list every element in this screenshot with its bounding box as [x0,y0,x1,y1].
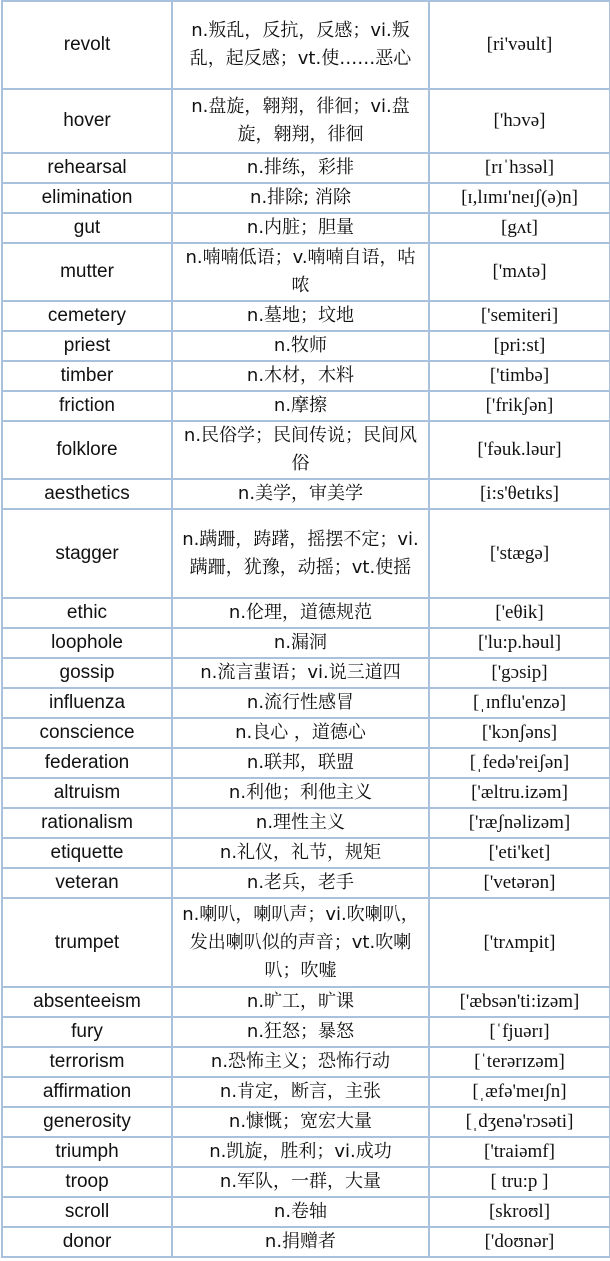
meaning-cell: n.墓地；坟地 [172,301,429,331]
meaning-cell: n.蹒跚，踌躇，摇摆不定；vi.蹒跚，犹豫，动摇；vt.使摇 [172,509,429,598]
phonetic-cell: ['ræʃnəlizəm] [429,808,610,838]
phonetic-cell: [ˌɪnflu'enzə] [429,688,610,718]
table-row [2,658,610,688]
table-row [2,479,610,509]
meaning-cell: n.排练，彩排 [172,153,429,183]
phonetic-cell: [gʌt] [429,213,610,243]
phonetic-cell: [ˌdʒenə'rɔsəti] [429,1107,610,1137]
word-cell: stagger [2,509,172,598]
table-row [2,688,610,718]
meaning-cell: n.喇叭，喇叭声；vi.吹喇叭，发出喇叭似的声音；vt.吹喇叭；吹嘘 [172,898,429,987]
word-cell: gut [2,213,172,243]
phonetic-cell: [ɪ,lɪmɪ'neɪʃ(ə)n] [429,183,610,213]
table-row [2,301,610,331]
phonetic-cell: ['semiteri] [429,301,610,331]
meaning-cell: n.旷工，旷课 [172,987,429,1017]
word-cell: conscience [2,718,172,748]
table-row [2,808,610,838]
phonetic-cell: [ri'vəult] [429,1,610,89]
meaning-cell: n.利他；利他主义 [172,778,429,808]
word-cell: scroll [2,1197,172,1227]
table-row [2,331,610,361]
word-cell: mutter [2,243,172,301]
word-cell: terrorism [2,1047,172,1077]
meaning-cell: n.良心 ，道德心 [172,718,429,748]
meaning-cell: n.漏洞 [172,628,429,658]
table-row [2,243,610,301]
meaning-cell: n.流言蜚语；vi.说三道四 [172,658,429,688]
phonetic-cell: [ˈfjuərɪ] [429,1017,610,1047]
phonetic-cell: [ˌæfə'meɪʃn] [429,1077,610,1107]
phonetic-cell: [pri:st] [429,331,610,361]
table-row [2,153,610,183]
table-row [2,1227,610,1257]
vocabulary-table [1,0,610,1258]
meaning-cell: n.理性主义 [172,808,429,838]
table-row [2,1137,610,1167]
word-cell: elimination [2,183,172,213]
table-row [2,509,610,598]
meaning-cell: n.恐怖主义；恐怖行动 [172,1047,429,1077]
phonetic-cell: ['hɔvə] [429,89,610,153]
phonetic-cell: ['trʌmpit] [429,898,610,987]
word-cell: aesthetics [2,479,172,509]
phonetic-cell: ['timbə] [429,361,610,391]
meaning-cell: n.伦理，道德规范 [172,598,429,628]
table-row [2,778,610,808]
phonetic-cell: ['gɔsip] [429,658,610,688]
vocabulary-table-body [2,1,610,1257]
word-cell: fury [2,1017,172,1047]
word-cell: affirmation [2,1077,172,1107]
meaning-cell: n.肯定，断言，主张 [172,1077,429,1107]
word-cell: etiquette [2,838,172,868]
table-row [2,987,610,1017]
table-row [2,1047,610,1077]
table-row [2,421,610,479]
meaning-cell: n.卷轴 [172,1197,429,1227]
phonetic-cell: ['stægə] [429,509,610,598]
phonetic-cell: ['æbsən'ti:izəm] [429,987,610,1017]
phonetic-cell: ['frikʃən] [429,391,610,421]
meaning-cell: n.军队，一群，大量 [172,1167,429,1197]
table-row [2,391,610,421]
phonetic-cell: ['eti'ket] [429,838,610,868]
word-cell: influenza [2,688,172,718]
word-cell: timber [2,361,172,391]
word-cell: absenteeism [2,987,172,1017]
word-cell: generosity [2,1107,172,1137]
meaning-cell: n.礼仪，礼节，规矩 [172,838,429,868]
word-cell: friction [2,391,172,421]
phonetic-cell: ['æltru.izəm] [429,778,610,808]
table-row [2,213,610,243]
word-cell: veteran [2,868,172,898]
table-row [2,898,610,987]
table-row [2,1167,610,1197]
phonetic-cell: [ˈterərɪzəm] [429,1047,610,1077]
word-cell: folklore [2,421,172,479]
word-cell: federation [2,748,172,778]
word-cell: rehearsal [2,153,172,183]
meaning-cell: n.老兵，老手 [172,868,429,898]
phonetic-cell: ['traiəmf] [429,1137,610,1167]
phonetic-cell: [skroʊl] [429,1197,610,1227]
meaning-cell: n.内脏；胆量 [172,213,429,243]
table-row [2,183,610,213]
meaning-cell: n.叛乱，反抗，反感；vi.叛乱，起反感；vt.使……恶心 [172,1,429,89]
table-row [2,718,610,748]
word-cell: troop [2,1167,172,1197]
table-row [2,868,610,898]
word-cell: altruism [2,778,172,808]
table-row [2,748,610,778]
phonetic-cell: ['doʊnər] [429,1227,610,1257]
phonetic-cell: ['mʌtə] [429,243,610,301]
meaning-cell: n.流行性感冒 [172,688,429,718]
meaning-cell: n.联邦，联盟 [172,748,429,778]
table-row [2,598,610,628]
meaning-cell: n.美学，审美学 [172,479,429,509]
word-cell: trumpet [2,898,172,987]
meaning-cell: n.木材，木料 [172,361,429,391]
phonetic-cell: ['kɔnʃəns] [429,718,610,748]
meaning-cell: n.摩擦 [172,391,429,421]
word-cell: rationalism [2,808,172,838]
table-row [2,89,610,153]
phonetic-cell: ['lu:p.həul] [429,628,610,658]
meaning-cell: n.民俗学；民间传说；民间风俗 [172,421,429,479]
meaning-cell: n.盘旋，翱翔，徘徊；vi.盘旋，翱翔，徘徊 [172,89,429,153]
table-row [2,361,610,391]
meaning-cell: n.慷慨；宽宏大量 [172,1107,429,1137]
table-row [2,1,610,89]
table-row [2,1197,610,1227]
word-cell: hover [2,89,172,153]
word-cell: loophole [2,628,172,658]
meaning-cell: n.凯旋，胜利；vi.成功 [172,1137,429,1167]
phonetic-cell: [ˌfedə'reiʃən] [429,748,610,778]
phonetic-cell: [i:s'θetɪks] [429,479,610,509]
meaning-cell: n.狂怒；暴怒 [172,1017,429,1047]
table-row [2,628,610,658]
table-row [2,1017,610,1047]
word-cell: revolt [2,1,172,89]
word-cell: cemetery [2,301,172,331]
word-cell: priest [2,331,172,361]
word-cell: donor [2,1227,172,1257]
word-cell: triumph [2,1137,172,1167]
word-cell: ethic [2,598,172,628]
meaning-cell: n.捐赠者 [172,1227,429,1257]
table-row [2,1077,610,1107]
table-row [2,838,610,868]
table-row [2,1107,610,1137]
phonetic-cell: [rɪˈhɜsəl] [429,153,610,183]
meaning-cell: n.喃喃低语；v.喃喃自语，咕哝 [172,243,429,301]
phonetic-cell: ['eθik] [429,598,610,628]
word-cell: gossip [2,658,172,688]
phonetic-cell: ['fəuk.ləur] [429,421,610,479]
meaning-cell: n.牧师 [172,331,429,361]
phonetic-cell: ['vetərən] [429,868,610,898]
meaning-cell: n.排除; 消除 [172,183,429,213]
phonetic-cell: [ tru:p ] [429,1167,610,1197]
